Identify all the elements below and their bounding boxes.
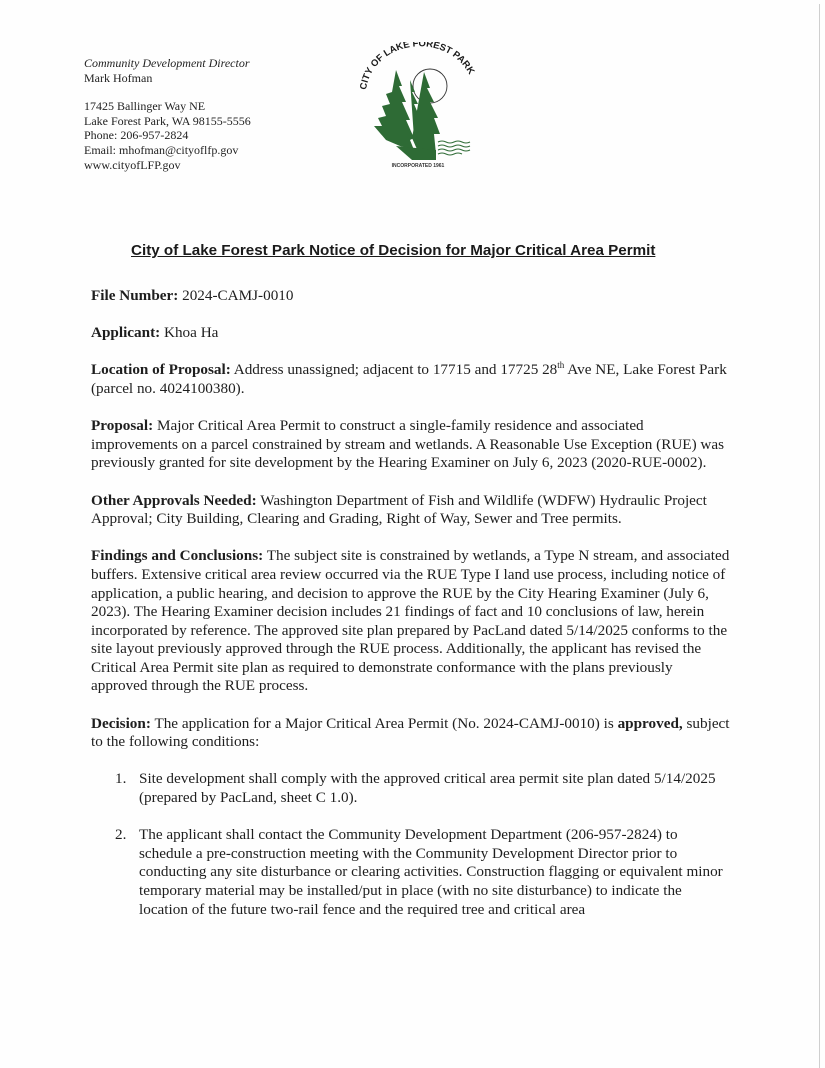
condition-number: 1. xyxy=(115,770,127,788)
condition-text: The applicant shall contact the Community Development Department (206-957-2824) to schedule a pre-construction meeting with the Community Development Director prior to conducting any site disturbance or clearing activities. Construction flagging or equivalent minor temporary material may be installed/put in place (with no site disturbance) to indicate the location of the future two-rail fence and the required tree and critical area xyxy=(139,826,723,918)
decision-emphasis: approved, xyxy=(617,714,683,732)
sender-role: Community Development Director xyxy=(84,56,250,70)
proposal-field xyxy=(91,417,731,473)
file-number-field xyxy=(91,287,731,306)
condition-item xyxy=(91,826,731,919)
address-line-2: Lake Forest Park, WA 98155-5556 xyxy=(84,113,251,128)
location-label: Location of Proposal: xyxy=(91,361,231,379)
proposal-label: Proposal: xyxy=(91,417,154,435)
findings-field xyxy=(91,547,731,696)
decision-label: Decision: xyxy=(91,714,151,732)
tree-lake-moon-logo-icon xyxy=(352,42,484,170)
other-approvals-value: Washington Department of Fish and Wildlife (WDFW) Hydraulic Project Approval; City Building, Clearing and Grading, Right of Way, Sewer and Tree permits. xyxy=(91,491,707,528)
decision-field xyxy=(91,715,731,752)
website: www.cityofLFP.gov xyxy=(84,157,181,172)
condition-text: Site development shall comply with the approved critical area permit site plan dated 5/14/2025 (prepared by PacLand, sheet C 1.0). xyxy=(139,770,716,807)
decision-value-part2: subject to the following conditions: xyxy=(91,714,730,751)
location-superscript: th xyxy=(557,360,565,371)
sender-name: Mark Hofman xyxy=(84,70,153,85)
other-approvals-label: Other Approvals Needed: xyxy=(91,491,257,509)
document-title: City of Lake Forest Park Notice of Decision for Major Critical Area Permit xyxy=(131,242,656,259)
condition-number: 2. xyxy=(115,826,127,844)
conditions-list xyxy=(91,770,731,919)
applicant-value: Khoa Ha xyxy=(164,324,219,342)
svg-text:INCORPORATED 1961: INCORPORATED 1961 xyxy=(391,163,445,169)
phone: Phone: 206-957-2824 xyxy=(84,128,189,143)
condition-item xyxy=(91,770,731,807)
other-approvals-field xyxy=(91,492,731,529)
address-line-1: 17425 Ballinger Way NE xyxy=(84,99,206,114)
findings-value: The subject site is constrained by wetlands, a Type N stream, and associated buffers. Extensive critical area review occurred via the RUE Type I land use process, including notice of application, a public hearing, and decision to approve the RUE by the City Hearing Examiner (July 6, 2023). The Hearing Examiner decision includes 21 findings of fact and 10 conclusions of law, herein incorporated by reference. The approved site plan prepared by PacLand dated 5/14/2025 conforms to the site layout previously approved through the RUE process. Additionally, the applicant has revised the Critical Area Permit site plan as required to demonstrate conformance with the plans previously approved through the RUE process. xyxy=(91,547,730,695)
svg-text:CITY OF LAKE FOREST PARK: CITY OF LAKE FOREST PARK xyxy=(358,42,477,91)
applicant-field xyxy=(91,324,731,343)
letterhead xyxy=(84,56,251,172)
decision-value-part1: The application for a Major Critical Area Permit (No. 2024-CAMJ-0010) is xyxy=(154,714,614,732)
findings-label: Findings and Conclusions: xyxy=(91,547,264,565)
file-number-value: 2024-CAMJ-0010 xyxy=(182,287,294,304)
location-field xyxy=(91,361,731,398)
applicant-label: Applicant: xyxy=(91,324,161,342)
email: Email: mhofman@cityoflfp.gov xyxy=(84,142,239,157)
city-logo xyxy=(352,42,484,170)
location-value-part2: Ave NE, Lake Forest Park (parcel no. 4024100380). xyxy=(91,361,727,397)
location-value-part1: Address unassigned; adjacent to 17715 and 17725 28 xyxy=(233,361,558,379)
file-number-label: File Number: xyxy=(91,287,179,304)
proposal-value: Major Critical Area Permit to construct a single-family residence and associated improvements on a parcel constrained by stream and wetlands. A Reasonable Use Exception (RUE) was previously granted for site development by the Hearing Examiner on July 6, 2023 (2020-RUE-0002). xyxy=(91,417,725,472)
scan-edge-line xyxy=(819,4,820,1068)
document-body xyxy=(91,287,731,938)
